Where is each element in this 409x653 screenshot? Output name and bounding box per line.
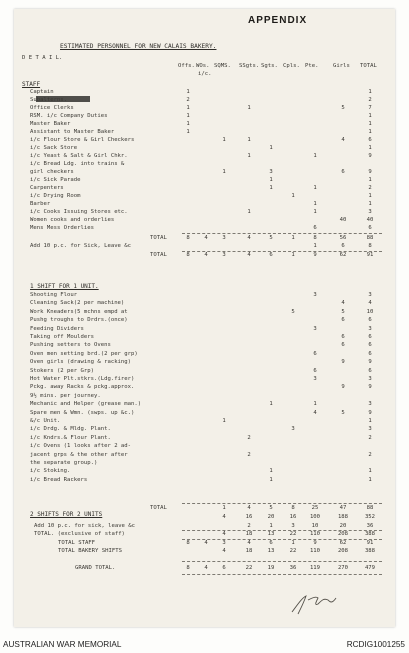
shift-row-value: 3 <box>368 426 372 433</box>
staff-row-value: 40 <box>339 217 347 223</box>
column-subheader: i/c. <box>198 71 212 77</box>
staff-total2-label: TOTAL <box>150 252 167 258</box>
column-header: Girls <box>333 63 350 69</box>
staff-total2-value: 1 <box>291 252 295 258</box>
grand-total-value: 6 <box>222 564 226 571</box>
staff-heading: STAFF <box>22 81 41 88</box>
staff-row-label: i/c Sick Parade <box>30 177 81 183</box>
staff-row-value: 3 <box>368 209 372 215</box>
shift-total-value: 88 <box>366 505 374 511</box>
staff-row-value: 1 <box>247 153 251 159</box>
grand-total-value: 4 <box>204 564 208 571</box>
shift-total-label: TOTAL <box>150 505 167 511</box>
grand-total-value: 36 <box>289 564 297 571</box>
column-header: TOTAL <box>360 63 377 69</box>
staff-total-value: 5 <box>269 235 273 241</box>
shifts-heading: 2 SHIFTS FOR 2 UNITS <box>30 511 103 518</box>
staff-add-value: 1 <box>313 243 317 249</box>
shift-row-value: 2 <box>368 434 372 441</box>
staff-row-value: 1 <box>186 113 190 119</box>
staff-row-value: 7 <box>368 105 372 111</box>
shifts-row-value: 36 <box>366 522 374 529</box>
shift-row-value: 3 <box>291 426 295 433</box>
staff-total-value: 4 <box>247 235 251 241</box>
staff-row-value: 1 <box>291 193 295 199</box>
staff-row-value: 1 <box>222 137 226 143</box>
shift-row-value: 3 <box>368 325 372 332</box>
staff-total-value: 56 <box>339 235 347 241</box>
shift-row-value: 1 <box>222 418 226 424</box>
shift-row-label: i/c Ovens (1 looks after 2 ad- <box>30 443 132 450</box>
shift-row-value: 2 <box>247 434 251 441</box>
shift-row-value: 3 <box>368 376 372 382</box>
shift-row-value: 1 <box>269 468 273 475</box>
staff-row-value: 1 <box>186 129 190 135</box>
shift-row-label: i/c Stoking. <box>30 468 71 475</box>
staff-row-value: 6 <box>313 225 317 231</box>
shifts-row-value: 100 <box>309 514 321 520</box>
shift-row-value: 6 <box>313 350 317 357</box>
column-header: SQMS. <box>214 63 231 69</box>
staff-total2-value: 4 <box>247 252 251 258</box>
shift-row-label: &/c Unit. <box>30 418 61 424</box>
shifts-row-value: 352 <box>364 514 376 520</box>
shift-row-value: 1 <box>313 401 317 408</box>
staff-total2-value: 6 <box>269 252 273 258</box>
staff-row-label: i/c Yeast & Salt & Girl Chkr. <box>30 153 128 159</box>
shift-row-value: 1 <box>269 401 273 408</box>
shifts-row-value: 18 <box>245 548 253 554</box>
staff-row-value: 6 <box>368 225 372 231</box>
staff-row-value: 1 <box>186 89 190 95</box>
shift-row-value: 9 <box>341 359 345 366</box>
shift-row-value: 6 <box>368 367 372 374</box>
shift-row-label: Stokers (2 per Grp) <box>30 367 94 374</box>
shift-row-value: 3 <box>313 292 317 298</box>
shifts-row-label: TOTAL. (exclusive of staff) <box>34 531 125 537</box>
table-rule <box>182 503 382 504</box>
footer-id: RCDIG1001255 <box>346 640 405 649</box>
shift-total-value: 25 <box>311 505 319 511</box>
staff-row-label: Master Baker <box>30 121 71 127</box>
staff-row-value: 6 <box>341 169 345 175</box>
staff-row-value: 1 <box>222 169 226 175</box>
shift-row-value: 3 <box>368 401 372 408</box>
staff-row-label: Captain <box>30 89 54 95</box>
shift-row-value: 6 <box>368 334 372 340</box>
shifts-row-value: 4 <box>247 539 251 546</box>
staff-row-label: i/c Flour Store & Girl Checkers <box>30 137 135 143</box>
shift-row-label: Mechanic and Helper (grease man.) <box>30 401 142 408</box>
grand-total-value: 19 <box>267 564 275 571</box>
shifts-row-value: 4 <box>204 539 208 546</box>
staff-row-label: Office Clerks <box>30 105 74 111</box>
staff-row-value: 1 <box>247 105 251 111</box>
appendix-label: APPENDIX <box>248 15 308 26</box>
shift-row-label: i/c Kndrs.& Flour Plant. <box>30 434 111 441</box>
shift-row-label: i/c Bread Rackers <box>30 476 88 483</box>
staff-row-value: 1 <box>313 209 317 215</box>
staff-total-label: TOTAL <box>150 235 167 241</box>
shift-row-label: i/c Drdg. & Mldg. Plant. <box>30 426 111 433</box>
shift-row-value: 1 <box>368 418 372 424</box>
shifts-row-value: 18 <box>245 531 253 537</box>
staff-row-label: i/c Drying Room <box>30 193 81 199</box>
signature-mark <box>288 590 348 618</box>
staff-add-value: 8 <box>368 243 372 249</box>
shifts-row-value: 22 <box>289 531 297 537</box>
shifts-row-value: 16 <box>245 514 253 520</box>
shift-row-label: Cleaning Sack(2 per machine) <box>30 300 125 307</box>
staff-total-value: 4 <box>204 235 208 241</box>
staff-row-label: i/c Cooks Issuing Stores etc. <box>30 209 128 215</box>
shift-row-label: Hot Water Plt.stkrs.(Ldg.firer) <box>30 376 135 382</box>
staff-row-value: 1 <box>368 201 372 207</box>
staff-row-value: 4 <box>341 137 345 143</box>
detail-label: D E T A I L. <box>22 55 63 61</box>
staff-add-value: 6 <box>341 243 345 249</box>
table-rule <box>182 530 382 531</box>
shifts-row-value: 16 <box>289 514 297 520</box>
shifts-row-value: 20 <box>339 522 347 529</box>
staff-row-value: 1 <box>313 185 317 191</box>
grand-total-value: 8 <box>186 564 190 571</box>
staff-row-label: Barber <box>30 201 51 207</box>
shift-row-value: 6 <box>313 367 317 374</box>
shift-row-label: Oven girls (drawing & racking) <box>30 359 132 366</box>
shifts-row-value: 4 <box>222 548 226 554</box>
shifts-row-value: 20 <box>267 514 275 520</box>
shift-row-value: 5 <box>341 308 345 315</box>
shift-row-label: Feeding Dividers <box>30 325 84 332</box>
shifts-row-value: 91 <box>366 539 374 546</box>
shifts-row-value: 10 <box>311 522 319 529</box>
shifts-row-value: 13 <box>267 548 275 554</box>
staff-total-value: 1 <box>291 235 295 241</box>
grand-total-value: 479 <box>364 564 376 571</box>
staff-row-label: Mens Mess Orderlies <box>30 225 94 231</box>
shifts-row-value: 1 <box>269 522 273 529</box>
staff-row-value: 3 <box>269 169 273 175</box>
shifts-row-value: 110 <box>309 531 321 537</box>
shift-row-label: the separate group.) <box>30 460 98 466</box>
column-header: Sgts. <box>261 63 278 69</box>
staff-total2-value: 3 <box>222 252 226 258</box>
staff-row-value: 1 <box>186 121 190 127</box>
column-header: WOs. <box>196 63 210 69</box>
shift-row-value: 4 <box>341 300 345 307</box>
shifts-row-label: TOTAL STAFF <box>58 539 96 546</box>
shifts-row-value: 188 <box>337 514 349 520</box>
staff-row-value: 5 <box>341 105 345 111</box>
shift-row-label: Oven men setting brd.(2 per grp) <box>30 350 138 357</box>
shift-row-value: 6 <box>368 350 372 357</box>
staff-row-value: 1 <box>269 185 273 191</box>
staff-row-value: 1 <box>368 193 372 199</box>
shift-row-label: Taking off Moulders <box>30 334 94 340</box>
staff-row-value: 1 <box>269 145 273 151</box>
shift-heading: 1 SHIFT FOR 1 UNIT. <box>30 283 99 290</box>
staff-row-value: 1 <box>368 145 372 151</box>
shift-row-value: 2 <box>368 451 372 458</box>
footer-source: AUSTRALIAN WAR MEMORIAL <box>3 640 122 649</box>
column-header: Offs. <box>178 63 195 69</box>
staff-row-value: 2 <box>368 185 372 191</box>
staff-total2-value: 4 <box>204 252 208 258</box>
table-rule <box>182 561 382 562</box>
shift-row-value: 3 <box>368 292 372 298</box>
staff-row-value: 1 <box>313 201 317 207</box>
shifts-row-value: 4 <box>222 531 226 537</box>
shifts-row-value: 1 <box>291 539 295 546</box>
shift-row-label: Pckg. away Racks & pckg.approx. <box>30 384 135 391</box>
shift-row-value: 1 <box>368 468 372 475</box>
shift-row-value: 6 <box>368 317 372 324</box>
shift-row-value: 6 <box>341 317 345 324</box>
staff-total2-value: 62 <box>339 252 347 258</box>
shift-row-value: 5 <box>291 308 295 315</box>
grand-total-value: 270 <box>337 564 349 571</box>
staff-row-value: 2 <box>368 97 372 103</box>
staff-total-value: 3 <box>222 235 226 241</box>
shifts-row-value: 62 <box>339 539 347 546</box>
column-header: Pte. <box>305 63 319 69</box>
shift-total-value: 8 <box>291 505 295 511</box>
shift-row-label: jacent grps & the other after <box>30 451 128 458</box>
shift-row-label: Shooting Flour <box>30 292 78 298</box>
shift-row-value: 3 <box>313 325 317 332</box>
shifts-row-value: 8 <box>186 539 190 546</box>
staff-row-label: i/c Bread Ldg. into trains & <box>30 161 125 167</box>
staff-row-value: 6 <box>368 137 372 143</box>
table-rule <box>182 233 382 234</box>
shift-row-label: 9½ mins. per journey. <box>30 392 101 399</box>
shift-row-value: 5 <box>341 409 345 416</box>
shift-total-value: 5 <box>269 505 273 511</box>
shifts-row-label: TOTAL BAKERY SHIFTS <box>58 548 122 554</box>
shift-row-value: 1 <box>269 476 273 483</box>
shift-total-value: 47 <box>339 505 347 511</box>
document-title: ESTIMATED PERSONNEL FOR NEW CALAIS BAKERY. <box>60 43 217 50</box>
grand-total-value: 22 <box>245 564 253 571</box>
shift-row-label: Work Kneaders(5 mchns empd at <box>30 308 128 315</box>
shift-row-label: Pushg troughs to Drdrs.(once) <box>30 317 128 324</box>
shift-row-value: 6 <box>368 342 372 349</box>
shift-row-value: 9 <box>368 359 372 366</box>
shifts-row-label: Add 10 p.c. for sick, leave &c <box>34 522 136 529</box>
shift-row-value: 10 <box>366 308 374 315</box>
shifts-row-value: 13 <box>267 531 275 537</box>
table-rule <box>182 574 382 575</box>
shift-row-value: 4 <box>313 409 317 416</box>
shift-row-value: 1 <box>368 476 372 483</box>
staff-row-value: 9 <box>368 153 372 159</box>
staff-total2-value: 9 <box>313 252 317 258</box>
grand-total-value: 119 <box>309 564 321 571</box>
staff-row-label: girl checkers <box>30 169 74 175</box>
staff-total-value: 8 <box>186 235 190 241</box>
staff-row-value: 1 <box>368 121 372 127</box>
staff-row-value: 1 <box>368 113 372 119</box>
shift-row-value: 9 <box>368 384 372 391</box>
staff-row-value: 1 <box>247 137 251 143</box>
staff-total-value: 8 <box>313 235 317 241</box>
staff-row-value: 2 <box>186 97 190 103</box>
staff-row-value: 1 <box>313 153 317 159</box>
shifts-row-value: 2 <box>247 522 251 529</box>
grand-total-label: GRAND TOTAL. <box>75 564 116 571</box>
staff-row-value: 9 <box>368 169 372 175</box>
staff-row-value: 1 <box>186 105 190 111</box>
staff-row-value: 1 <box>247 209 251 215</box>
column-header: SSgts. <box>239 63 260 69</box>
shifts-row-value: 6 <box>269 539 273 546</box>
staff-row-value: 1 <box>368 89 372 95</box>
shift-total-value: 4 <box>247 505 251 511</box>
shifts-row-value: 208 <box>337 548 349 554</box>
shifts-row-value: 3 <box>222 539 226 546</box>
shift-row-value: 6 <box>341 342 345 349</box>
staff-row-label: Women cooks and orderlies <box>30 217 115 223</box>
shift-row-value: 9 <box>341 384 345 391</box>
staff-row-label: Subalterns. <box>30 97 68 103</box>
staff-row-value: 1 <box>269 177 273 183</box>
shift-row-value: 2 <box>247 451 251 458</box>
shifts-row-value: 388 <box>364 531 376 537</box>
shifts-row-value: 110 <box>309 548 321 554</box>
staff-row-label: Carpenters <box>30 185 64 191</box>
shift-row-value: 6 <box>341 334 345 340</box>
shifts-row-value: 9 <box>313 539 317 546</box>
shifts-row-value: 22 <box>289 548 297 554</box>
staff-row-label: i/c Sack Store <box>30 145 78 151</box>
staff-row-value: 40 <box>366 217 374 223</box>
shifts-row-value: 388 <box>364 548 376 554</box>
column-header: Cpls. <box>283 63 300 69</box>
staff-add-label: Add 10 p.c. for Sick, Leave &c <box>30 243 132 249</box>
staff-total2-value: 8 <box>186 252 190 258</box>
staff-total-value: 88 <box>366 235 374 241</box>
shift-row-value: 3 <box>313 376 317 382</box>
staff-row-label: RSM. i/c Company Duties <box>30 113 108 119</box>
staff-row-value: 1 <box>368 129 372 135</box>
shift-row-value: 9 <box>368 409 372 416</box>
staff-row-label: Assistant to Master Baker <box>30 129 115 135</box>
staff-total2-value: 91 <box>366 252 374 258</box>
shift-total-value: 1 <box>222 505 226 511</box>
shift-row-label: Pushing setters to Ovens <box>30 342 111 349</box>
shifts-row-value: 208 <box>337 531 349 537</box>
shifts-row-value: 4 <box>222 514 226 520</box>
shifts-row-value: 3 <box>291 522 295 529</box>
shift-row-label: Spare men & Wmn. (swps. up &c.) <box>30 409 135 416</box>
shift-row-value: 4 <box>368 300 372 307</box>
staff-row-value: 1 <box>368 177 372 183</box>
